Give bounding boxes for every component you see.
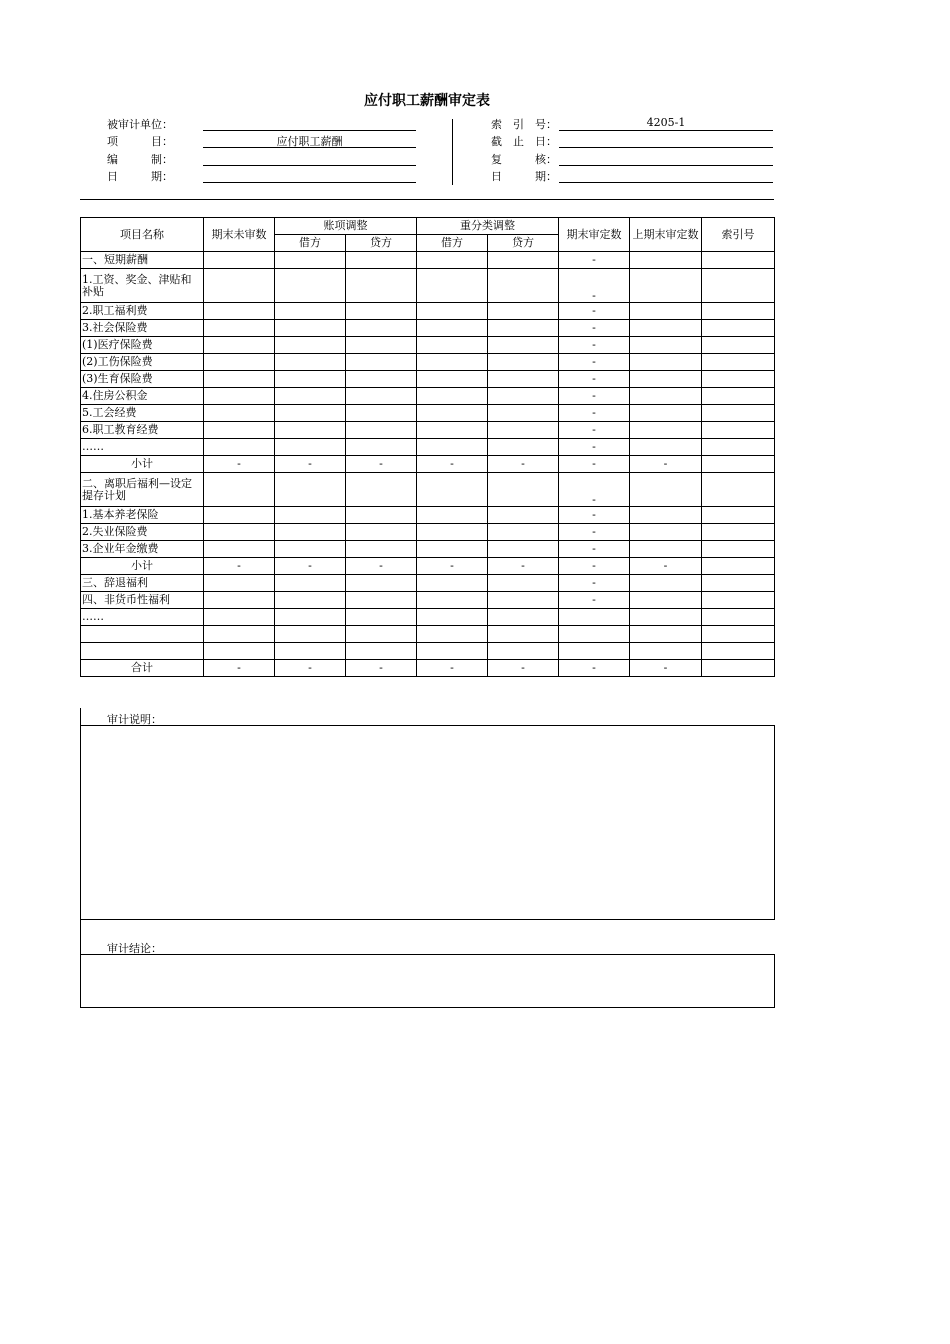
audit-explanation-box[interactable]: [80, 725, 775, 920]
row-name-cell: 2.职工福利费: [81, 303, 204, 320]
cell-audited[interactable]: -: [559, 524, 630, 541]
item-field[interactable]: 应付职工薪酬: [203, 133, 416, 148]
cell-account-credit[interactable]: [346, 388, 417, 405]
col-reclass-debit-header: 借方: [417, 235, 488, 252]
cell-account-credit[interactable]: [346, 337, 417, 354]
cell-reclass-debit[interactable]: [417, 439, 488, 456]
table-row: [81, 388, 775, 405]
cell-account-debit[interactable]: [275, 252, 346, 269]
table-row: [81, 439, 775, 456]
header-divider: [452, 119, 453, 185]
col-account-debit-header: 借方: [275, 235, 346, 252]
row-name-cell: [81, 626, 204, 643]
col-audited-header: 期末审定数: [559, 218, 630, 252]
row-name-cell: 3.社会保险费: [81, 320, 204, 337]
table-row: [81, 507, 775, 524]
cell-account-debit[interactable]: [275, 592, 346, 609]
cell-prior-audited[interactable]: [630, 626, 702, 643]
cell-reclass-credit[interactable]: [488, 473, 559, 507]
cell-audited[interactable]: -: [559, 473, 630, 507]
cell-unaudited[interactable]: [204, 541, 275, 558]
cell-account-debit[interactable]: -: [275, 456, 346, 473]
preparer-field[interactable]: [203, 151, 416, 166]
audit-explanation-label: 审计说明：: [107, 713, 162, 726]
cutoff-date-field[interactable]: [559, 133, 773, 148]
row-name-cell: (3)生育保险费: [81, 371, 204, 388]
cell-account-debit[interactable]: [275, 320, 346, 337]
prepare-date-label: 日 期：: [107, 170, 173, 183]
cell-account-debit[interactable]: [275, 524, 346, 541]
table-row: [81, 303, 775, 320]
row-name-cell: 5.工会经费: [81, 405, 204, 422]
cell-reclass-debit[interactable]: [417, 337, 488, 354]
cell-reclass-debit[interactable]: [417, 524, 488, 541]
cell-audited[interactable]: -: [559, 660, 630, 677]
cell-unaudited[interactable]: [204, 592, 275, 609]
row-name-cell: 小计: [81, 558, 204, 575]
cell-index[interactable]: [702, 320, 775, 337]
cell-index[interactable]: [702, 456, 775, 473]
cell-prior-audited[interactable]: [630, 303, 702, 320]
page-title: 应付职工薪酬审定表: [364, 93, 490, 109]
cell-audited[interactable]: -: [559, 337, 630, 354]
cell-account-credit[interactable]: [346, 422, 417, 439]
cell-prior-audited[interactable]: [630, 422, 702, 439]
cell-audited[interactable]: -: [559, 354, 630, 371]
cell-audited[interactable]: -: [559, 507, 630, 524]
row-name-cell: 一、短期薪酬: [81, 252, 204, 269]
cell-reclass-debit[interactable]: [417, 473, 488, 507]
cell-account-debit[interactable]: [275, 609, 346, 626]
cell-account-debit[interactable]: -: [275, 660, 346, 677]
table-row: [81, 337, 775, 354]
cell-unaudited[interactable]: -: [204, 456, 275, 473]
reviewer-label: 复 核：: [491, 153, 557, 166]
cell-reclass-debit[interactable]: [417, 371, 488, 388]
cell-account-credit[interactable]: [346, 609, 417, 626]
cell-account-debit[interactable]: [275, 388, 346, 405]
table-row: [81, 609, 775, 626]
cell-reclass-credit[interactable]: [488, 643, 559, 660]
cell-prior-audited[interactable]: [630, 575, 702, 592]
cell-audited[interactable]: [559, 609, 630, 626]
row-name-cell: 二、离职后福利—设定提存计划: [81, 473, 204, 507]
cell-account-debit[interactable]: [275, 643, 346, 660]
cell-account-debit[interactable]: [275, 303, 346, 320]
cell-reclass-credit[interactable]: [488, 320, 559, 337]
cell-account-credit[interactable]: [346, 252, 417, 269]
cell-index[interactable]: [702, 626, 775, 643]
cell-unaudited[interactable]: [204, 405, 275, 422]
cell-reclass-debit[interactable]: -: [417, 660, 488, 677]
cell-audited[interactable]: -: [559, 439, 630, 456]
cell-reclass-debit[interactable]: [417, 252, 488, 269]
cell-reclass-credit[interactable]: [488, 592, 559, 609]
cell-unaudited[interactable]: -: [204, 558, 275, 575]
cell-index[interactable]: [702, 524, 775, 541]
index-no-field[interactable]: 4205-1: [559, 116, 773, 131]
cell-unaudited[interactable]: [204, 252, 275, 269]
cell-prior-audited[interactable]: -: [630, 660, 702, 677]
cell-unaudited[interactable]: [204, 626, 275, 643]
cell-reclass-credit[interactable]: [488, 405, 559, 422]
cell-prior-audited[interactable]: [630, 439, 702, 456]
cell-reclass-credit[interactable]: -: [488, 558, 559, 575]
table-row: [81, 592, 775, 609]
table-row: [81, 371, 775, 388]
cell-account-debit[interactable]: [275, 473, 346, 507]
row-name-cell: 2.失业保险费: [81, 524, 204, 541]
preparer-label: 编 制：: [107, 153, 173, 166]
cell-reclass-credit[interactable]: [488, 371, 559, 388]
cell-unaudited[interactable]: [204, 609, 275, 626]
cell-prior-audited[interactable]: [630, 337, 702, 354]
cell-account-credit[interactable]: [346, 354, 417, 371]
cell-unaudited[interactable]: [204, 354, 275, 371]
cell-account-credit[interactable]: [346, 592, 417, 609]
row-name-cell: 1.工资、奖金、津贴和补贴: [81, 269, 204, 303]
cell-account-debit[interactable]: [275, 507, 346, 524]
cell-audited[interactable]: -: [559, 371, 630, 388]
cell-account-debit[interactable]: [275, 439, 346, 456]
cell-account-debit[interactable]: [275, 422, 346, 439]
table-row: [81, 524, 775, 541]
cell-reclass-credit[interactable]: [488, 541, 559, 558]
cell-account-debit[interactable]: [275, 269, 346, 303]
row-name-cell: ……: [81, 609, 204, 626]
cell-reclass-debit[interactable]: -: [417, 456, 488, 473]
cell-account-debit[interactable]: [275, 371, 346, 388]
cell-unaudited[interactable]: [204, 388, 275, 405]
cell-account-credit[interactable]: [346, 626, 417, 643]
cell-index[interactable]: [702, 337, 775, 354]
col-index-header: 索引号: [702, 218, 775, 252]
row-name-cell: 三、辞退福利: [81, 575, 204, 592]
col-prior-audited-header: 上期末审定数: [630, 218, 702, 252]
cell-audited[interactable]: -: [559, 252, 630, 269]
cell-prior-audited[interactable]: -: [630, 558, 702, 575]
row-name-cell: 1.基本养老保险: [81, 507, 204, 524]
cell-unaudited[interactable]: [204, 371, 275, 388]
conclusion-left-border: [80, 919, 81, 955]
cell-reclass-credit[interactable]: [488, 252, 559, 269]
table-row: [81, 541, 775, 558]
cell-reclass-credit[interactable]: [488, 388, 559, 405]
cell-reclass-credit[interactable]: [488, 575, 559, 592]
cell-reclass-debit[interactable]: [417, 422, 488, 439]
item-label: 项 目：: [107, 135, 173, 148]
cell-audited[interactable]: -: [559, 405, 630, 422]
row-name-cell: 四、非货币性福利: [81, 592, 204, 609]
cell-audited[interactable]: -: [559, 269, 630, 303]
cell-prior-audited[interactable]: [630, 524, 702, 541]
cell-audited[interactable]: -: [559, 456, 630, 473]
cell-account-credit[interactable]: [346, 541, 417, 558]
cell-index[interactable]: [702, 592, 775, 609]
cell-index[interactable]: [702, 405, 775, 422]
table-row: [81, 643, 775, 660]
cell-unaudited[interactable]: [204, 303, 275, 320]
cell-unaudited[interactable]: [204, 643, 275, 660]
cell-account-debit[interactable]: [275, 337, 346, 354]
cell-index[interactable]: [702, 660, 775, 677]
cell-reclass-credit[interactable]: [488, 524, 559, 541]
salary-audit-table: [80, 217, 775, 677]
cell-reclass-credit[interactable]: [488, 354, 559, 371]
auditee-field[interactable]: [203, 116, 416, 131]
row-name-cell: 3.企业年金缴费: [81, 541, 204, 558]
header-separator: [80, 199, 774, 200]
cell-index[interactable]: [702, 371, 775, 388]
cell-index[interactable]: [702, 388, 775, 405]
col-reclass-adj-header: 重分类调整: [417, 218, 559, 235]
cell-audited[interactable]: -: [559, 320, 630, 337]
cell-account-credit[interactable]: [346, 371, 417, 388]
row-name-cell: (2)工伤保险费: [81, 354, 204, 371]
col-account-adj-header: 账项调整: [275, 218, 417, 235]
cell-account-debit[interactable]: -: [275, 558, 346, 575]
cell-reclass-debit[interactable]: [417, 269, 488, 303]
cell-index[interactable]: [702, 439, 775, 456]
cell-account-debit[interactable]: [275, 541, 346, 558]
cell-reclass-credit[interactable]: [488, 626, 559, 643]
index-no-label: 索 引 号：: [491, 118, 557, 131]
explanation-left-border: [80, 708, 81, 726]
cell-unaudited[interactable]: [204, 575, 275, 592]
table-body: [81, 252, 775, 677]
table-row: [81, 269, 775, 303]
cell-audited[interactable]: -: [559, 303, 630, 320]
cell-reclass-debit[interactable]: [417, 541, 488, 558]
cell-unaudited[interactable]: [204, 507, 275, 524]
cell-account-credit[interactable]: [346, 524, 417, 541]
audit-conclusion-label: 审计结论：: [107, 942, 162, 955]
cell-unaudited[interactable]: [204, 524, 275, 541]
col-reclass-credit-header: 贷方: [488, 235, 559, 252]
cell-prior-audited[interactable]: [630, 320, 702, 337]
table-row: [81, 354, 775, 371]
cell-reclass-credit[interactable]: [488, 507, 559, 524]
cell-index[interactable]: [702, 541, 775, 558]
cell-reclass-debit[interactable]: [417, 303, 488, 320]
cell-reclass-credit[interactable]: [488, 269, 559, 303]
cell-audited[interactable]: -: [559, 388, 630, 405]
cell-reclass-credit[interactable]: [488, 422, 559, 439]
cell-index[interactable]: [702, 558, 775, 575]
cell-reclass-debit[interactable]: [417, 388, 488, 405]
cell-index[interactable]: [702, 473, 775, 507]
cell-prior-audited[interactable]: [630, 473, 702, 507]
cell-reclass-debit[interactable]: [417, 354, 488, 371]
review-date-label: 日 期：: [491, 170, 557, 183]
cell-account-credit[interactable]: -: [346, 558, 417, 575]
cell-prior-audited[interactable]: [630, 388, 702, 405]
cell-unaudited[interactable]: [204, 320, 275, 337]
table-row: [81, 405, 775, 422]
cell-unaudited[interactable]: [204, 439, 275, 456]
cell-prior-audited[interactable]: [630, 609, 702, 626]
cell-reclass-credit[interactable]: [488, 609, 559, 626]
cell-account-credit[interactable]: [346, 507, 417, 524]
cell-prior-audited[interactable]: [630, 252, 702, 269]
cell-prior-audited[interactable]: [630, 541, 702, 558]
row-name-cell: ……: [81, 439, 204, 456]
table-row: [81, 558, 775, 575]
row-name-cell: [81, 643, 204, 660]
cell-prior-audited[interactable]: [630, 643, 702, 660]
row-name-cell: (1)医疗保险费: [81, 337, 204, 354]
cell-unaudited[interactable]: [204, 422, 275, 439]
cell-prior-audited[interactable]: [630, 405, 702, 422]
col-item-header: 项目名称: [81, 218, 204, 252]
audit-conclusion-box[interactable]: [80, 954, 775, 1008]
table-row: [81, 473, 775, 507]
cell-reclass-credit[interactable]: -: [488, 456, 559, 473]
cell-audited[interactable]: [559, 643, 630, 660]
row-name-cell: 小计: [81, 456, 204, 473]
cell-account-credit[interactable]: [346, 643, 417, 660]
cell-reclass-debit[interactable]: -: [417, 558, 488, 575]
cell-audited[interactable]: -: [559, 575, 630, 592]
cell-account-debit[interactable]: [275, 575, 346, 592]
cell-index[interactable]: [702, 507, 775, 524]
reviewer-field[interactable]: [559, 151, 773, 166]
cell-reclass-credit[interactable]: -: [488, 660, 559, 677]
row-name-cell: 6.职工教育经费: [81, 422, 204, 439]
table-row: [81, 422, 775, 439]
cell-index[interactable]: [702, 643, 775, 660]
cell-index[interactable]: [702, 354, 775, 371]
row-name-cell: 合计: [81, 660, 204, 677]
cell-prior-audited[interactable]: [630, 354, 702, 371]
cell-index[interactable]: [702, 422, 775, 439]
cell-audited[interactable]: -: [559, 541, 630, 558]
cell-account-credit[interactable]: [346, 575, 417, 592]
cell-prior-audited[interactable]: [630, 371, 702, 388]
prepare-date-field[interactable]: [203, 168, 416, 183]
cell-reclass-debit[interactable]: [417, 609, 488, 626]
cell-prior-audited[interactable]: [630, 269, 702, 303]
cell-reclass-credit[interactable]: [488, 337, 559, 354]
cell-account-credit[interactable]: [346, 269, 417, 303]
cell-audited[interactable]: -: [559, 422, 630, 439]
cell-reclass-debit[interactable]: [417, 405, 488, 422]
cell-index[interactable]: [702, 575, 775, 592]
cell-reclass-debit[interactable]: [417, 592, 488, 609]
cell-reclass-credit[interactable]: [488, 439, 559, 456]
cutoff-date-label: 截 止 日：: [491, 135, 557, 148]
cell-account-debit[interactable]: [275, 354, 346, 371]
cell-account-debit[interactable]: [275, 626, 346, 643]
cell-account-credit[interactable]: -: [346, 456, 417, 473]
cell-reclass-debit[interactable]: [417, 320, 488, 337]
cell-account-credit[interactable]: [346, 320, 417, 337]
row-name-cell: 4.住房公积金: [81, 388, 204, 405]
auditee-label: 被审计单位：: [107, 118, 173, 131]
cell-index[interactable]: [702, 609, 775, 626]
cell-reclass-debit[interactable]: [417, 626, 488, 643]
cell-audited[interactable]: -: [559, 558, 630, 575]
table-row: [81, 575, 775, 592]
cell-account-credit[interactable]: [346, 473, 417, 507]
cell-account-debit[interactable]: [275, 405, 346, 422]
cell-index[interactable]: [702, 269, 775, 303]
cell-unaudited[interactable]: [204, 473, 275, 507]
review-date-field[interactable]: [559, 168, 773, 183]
cell-audited[interactable]: [559, 626, 630, 643]
col-account-credit-header: 贷方: [346, 235, 417, 252]
cell-account-credit[interactable]: -: [346, 660, 417, 677]
cell-reclass-debit[interactable]: [417, 643, 488, 660]
table-row: [81, 456, 775, 473]
cell-unaudited[interactable]: [204, 269, 275, 303]
col-unaudited-header: 期末未审数: [204, 218, 275, 252]
cell-account-credit[interactable]: [346, 439, 417, 456]
table-row: [81, 660, 775, 677]
cell-account-credit[interactable]: [346, 303, 417, 320]
cell-prior-audited[interactable]: [630, 507, 702, 524]
cell-unaudited[interactable]: -: [204, 660, 275, 677]
cell-prior-audited[interactable]: [630, 592, 702, 609]
cell-account-credit[interactable]: [346, 405, 417, 422]
cell-prior-audited[interactable]: -: [630, 456, 702, 473]
cell-reclass-credit[interactable]: [488, 303, 559, 320]
table-row: [81, 320, 775, 337]
cell-index[interactable]: [702, 252, 775, 269]
cell-reclass-debit[interactable]: [417, 575, 488, 592]
cell-audited[interactable]: -: [559, 592, 630, 609]
cell-unaudited[interactable]: [204, 337, 275, 354]
table-row: [81, 252, 775, 269]
cell-reclass-debit[interactable]: [417, 507, 488, 524]
table-row: [81, 626, 775, 643]
cell-index[interactable]: [702, 303, 775, 320]
